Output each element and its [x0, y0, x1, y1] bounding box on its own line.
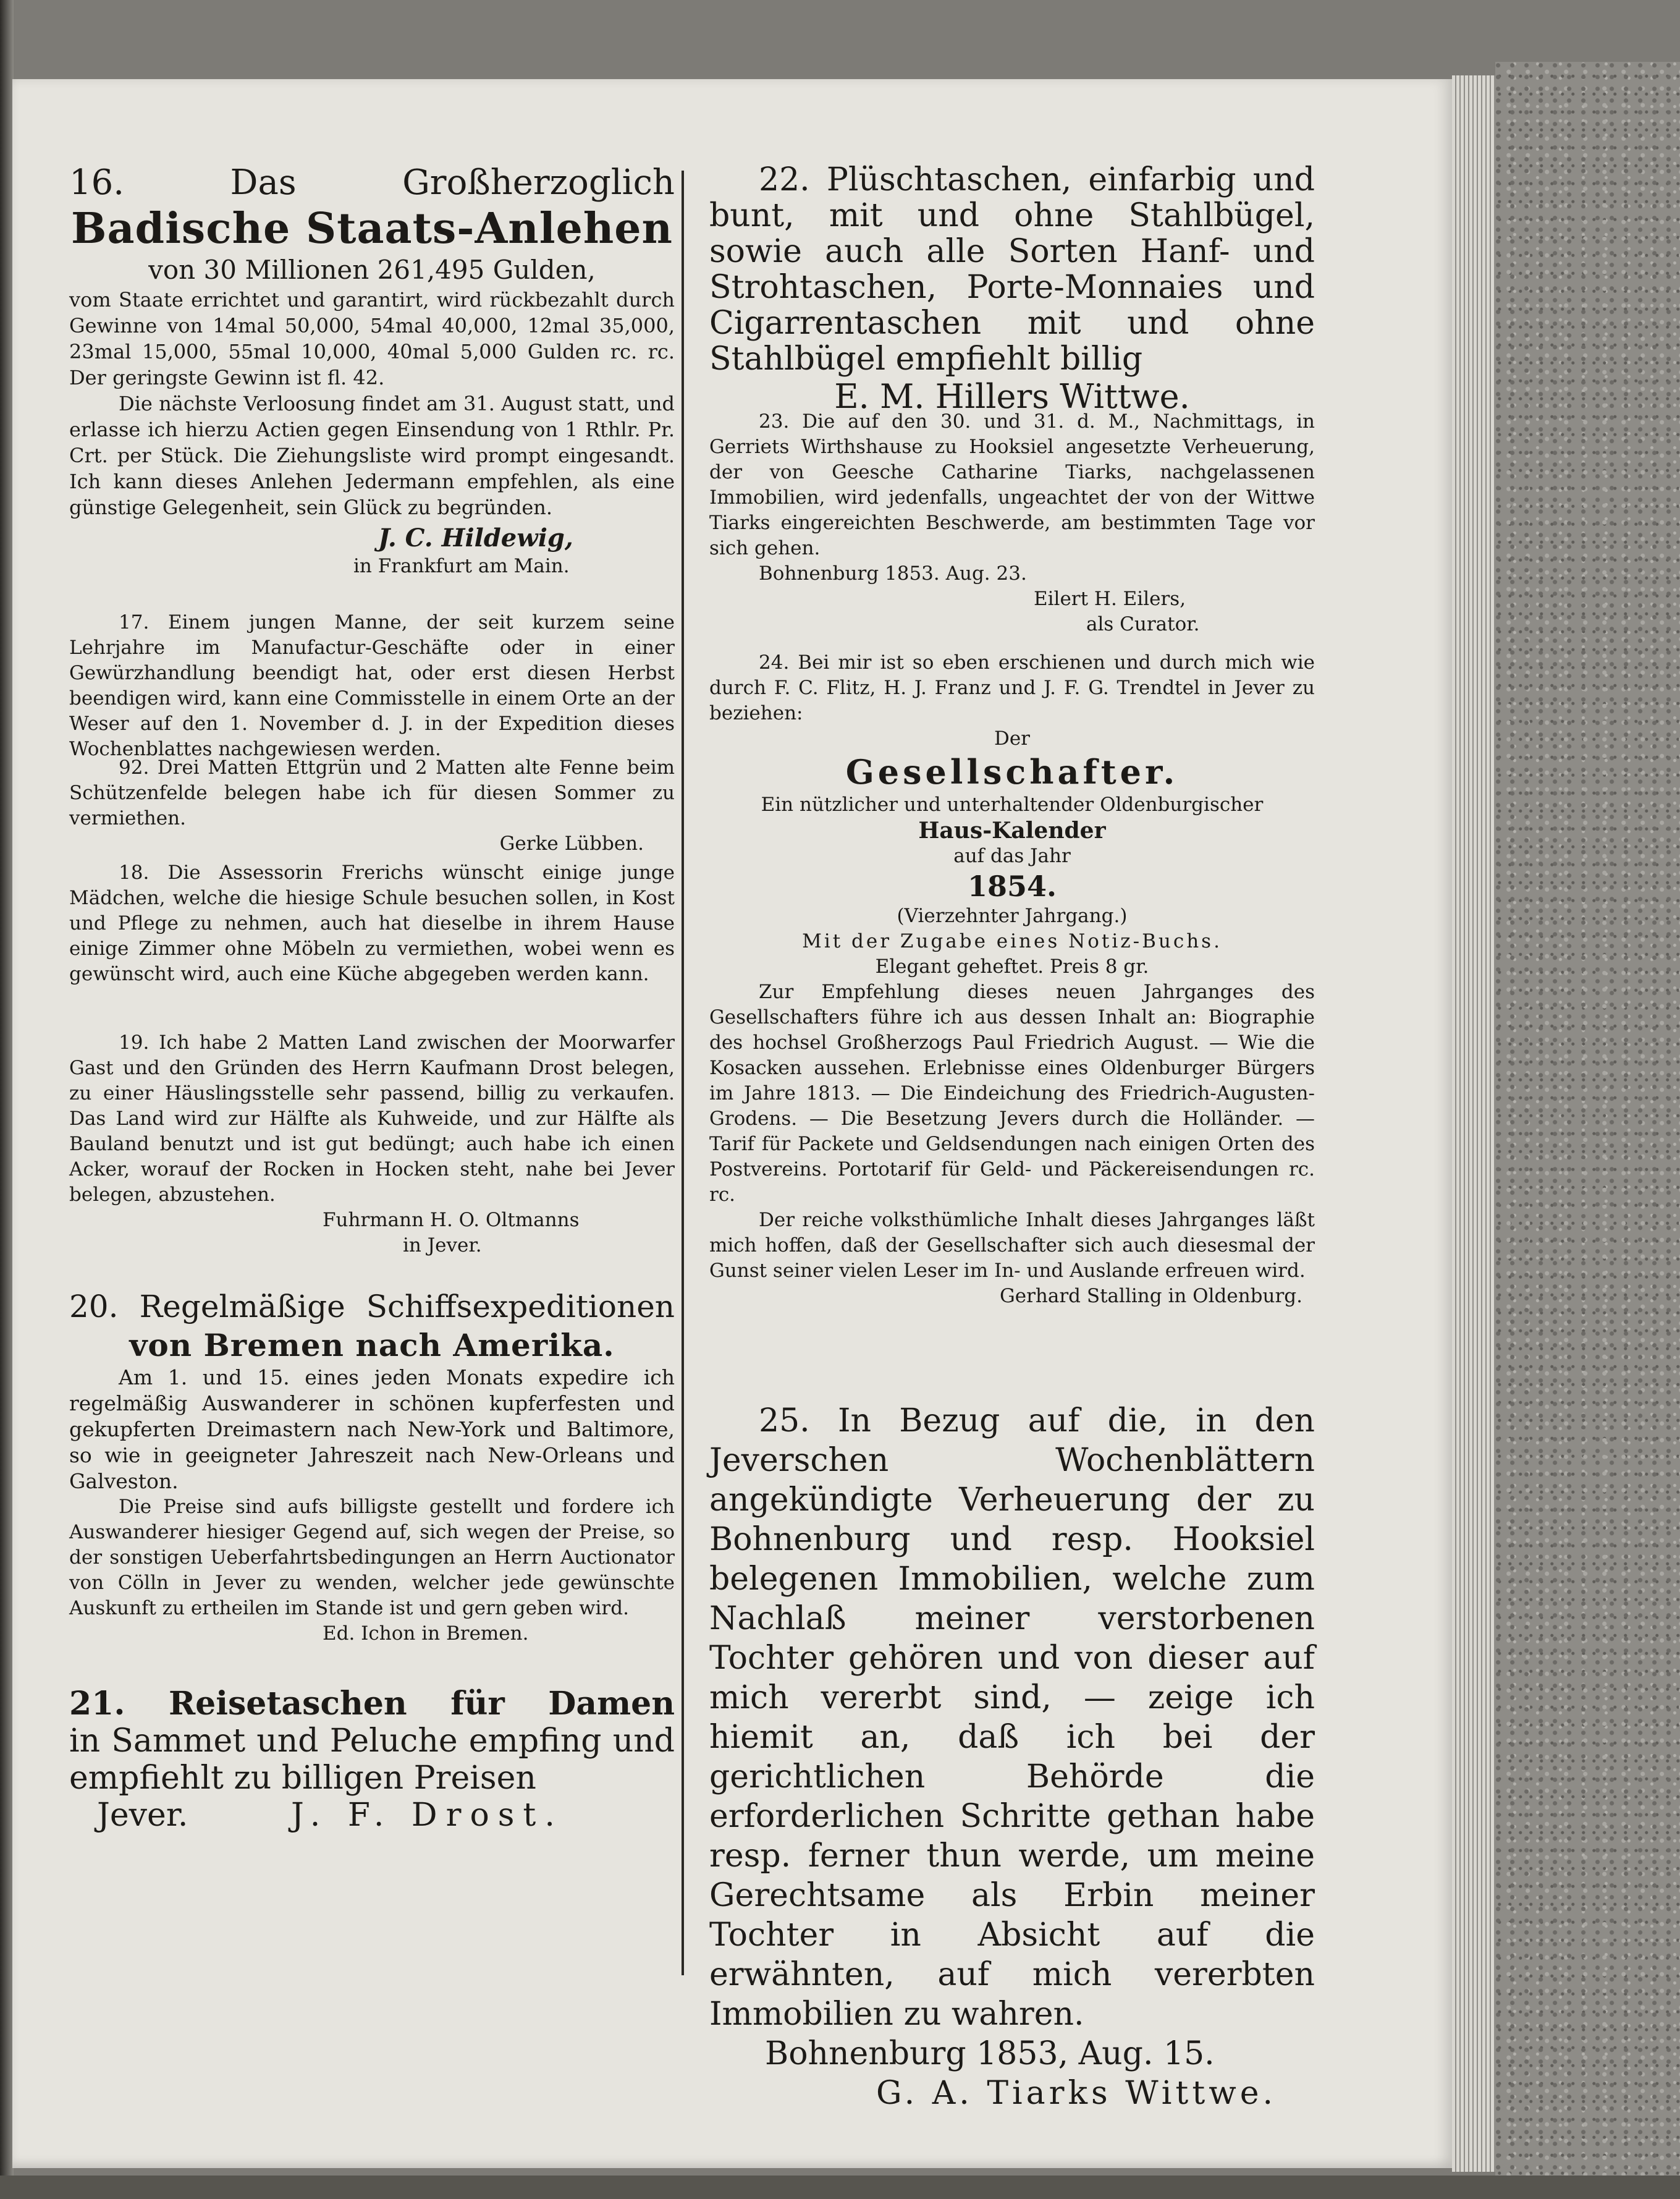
- ad-20-signature: Ed. Ichon in Bremen.: [323, 1622, 529, 1645]
- ad-24-gesellschafter: [709, 650, 1315, 1401]
- scan-left-shadow: [0, 0, 14, 2199]
- ad-20-title-1: 20. Regelmäßige Schiffsexpeditionen: [69, 1289, 675, 1324]
- ad-23-signature-2: als Curator.: [1086, 613, 1200, 635]
- ad-24-sub-3: auf das Jahr: [953, 845, 1071, 867]
- scan-bottom-shadow: [0, 2176, 1680, 2199]
- ad-22-signature: E. M. Hillers Wittwe.: [834, 377, 1190, 416]
- ad-24-sub-2: Haus-Kalender: [918, 818, 1106, 844]
- ad-25-tiarks: [709, 1401, 1315, 2113]
- ad-20-body-2: Die Preise sind aufs billigste gestellt und fordere ich Auswanderer hiesiger Gegend auf, sich wegen der Preise, so der sonstigen Ueberfahrtsbedingungen an Herrn Auctionator von Cölln in Jever zu wenden, welcher jede gewünschte Auskunft zu ertheilen im Stande ist und gern geben wird.: [69, 1496, 675, 1619]
- ad-18-assessorin: [69, 860, 675, 1030]
- ad-24-body: 24. Bei mir ist so eben erschienen und durch mich wie durch F. C. Flitz, H. J. Franz und J. F. G. Trendtel in Jever zu beziehen:: [709, 651, 1315, 724]
- ad-16-amount-line: von 30 Millionen 261,495 Gulden,: [148, 255, 596, 285]
- ad-22-pluschtaschen: [709, 161, 1315, 416]
- page-stack-edges: [1452, 75, 1495, 2172]
- ad-22-body: 22. Plüschtaschen, einfarbig und bunt, mit und ohne Stahlbügel, sowie auch alle Sorten Hanf- und Strohtaschen, Porte-Monnaies und Cigarrentaschen mit und ohne Stahlbügel empfiehlt billig: [709, 161, 1315, 378]
- ad-17-commis: [69, 610, 675, 760]
- ad-16-staats-anlehen: [69, 162, 675, 610]
- ad-16-signature: J. C. Hildewig,: [378, 523, 573, 553]
- ad-20-schiffsexpeditionen: [69, 1287, 675, 1685]
- ad-18-body: 18. Die Assessorin Frerichs wünscht einige junge Mädchen, welche die hiesige Schule besuchen sollen, in Kost und Pflege zu nehmen, auch hat dieselbe in ihrem Hause einige Zimmer ohne Möbeln zu vermiethen, wobei wenn es gewünscht wird, auch eine Küche abgegeben werden kann.: [69, 862, 675, 985]
- ad-24-body-3: Der reiche volksthümliche Inhalt dieses Jahrganges läßt mich hoffen, daß der Gesellschafter sich auch diesesmal der Gunst seiner vielen Leser im In- und Auslande erfreuen wird.: [709, 1209, 1315, 1282]
- ad-16-body-1: vom Staate errichtet und garantirt, wird rückbezahlt durch Gewinne von 14mal 50,000, 54mal 40,000, 12mal 35,000, 23mal 15,000, 55mal 10,000, 40mal 5,000 Gulden rc. rc. Der geringste Gewinn ist fl. 42.: [69, 288, 675, 389]
- ad-24-signature: Gerhard Stalling in Oldenburg.: [999, 1285, 1302, 1307]
- left-column: [69, 162, 675, 1834]
- ad-19-signature-2: in Jever.: [403, 1234, 482, 1256]
- ad-24-extra: Mit der Zugabe eines Notiz-Buchs.: [802, 930, 1222, 952]
- ad-24-title: Gesellschafter.: [845, 752, 1179, 792]
- ad-23-date: Bohnenburg 1853. Aug. 23.: [759, 562, 1027, 585]
- ad-24-year: 1854.: [967, 870, 1057, 903]
- ad-19-body: 19. Ich habe 2 Matten Land zwischen der Moorwarfer Gast und den Gründen des Herrn Kaufmann Drost belegen, zu einer Häuslingsstelle sehr passend, billig zu verkaufen. Das Land wird zur Hälfte als Kuhweide, und zur Hälfte als Bauland benutzt und ist gut bedüngt; auch habe ich einen Acker, worauf der Rocken in Hocken steht, nahe bei Jever belegen, abzustehen.: [69, 1032, 675, 1206]
- ad-20-title-2: von Bremen nach Amerika.: [129, 1327, 615, 1363]
- ad-19-signature-1: Fuhrmann H. O. Oltmanns: [323, 1209, 580, 1231]
- ad-21-place: Jever.: [97, 1797, 188, 1834]
- ad-21-signature: J. F. Drost.: [290, 1797, 564, 1834]
- ad-24-price: Elegant geheftet. Preis 8 gr.: [875, 955, 1149, 978]
- ad-25-date: Bohnenburg 1853, Aug. 15.: [765, 2035, 1215, 2072]
- ad-21-line-1: 21. Reisetaschen für Damen: [69, 1685, 675, 1722]
- ad-19-land: [69, 1030, 675, 1287]
- ad-24-body-2: Zur Empfehlung dieses neuen Jahrganges des Gesellschafters führe ich aus dessen Inhalt an: Biographie des hochsel Großherzogs Paul Friedrich August. — Wie die Kosacken aussehen. Erlebnisse eines Oldenburger Bürgers im Jahre 1813. — Die Eindeichung des Friedrich-Augusten-Grodens. — Die Besetzung Jevers durch die Holländer. — Tarif für Packete und Geldsendungen nach einigen Orten des Postvereins. Portotarif für Geld- und Päckereisendungen rc. rc.: [709, 981, 1315, 1206]
- ad-92-body: 92. Drei Matten Ettgrün und 2 Matten alte Fenne beim Schützenfelde belegen habe ich für diesen Sommer zu vermiethen.: [69, 756, 675, 829]
- ad-25-signature: G. A. Tiarks Wittwe.: [876, 2075, 1277, 2112]
- ad-24-edition: (Vierzehnter Jahrgang.): [897, 905, 1128, 927]
- ad-21-line-3: empfiehlt zu billigen Preisen: [69, 1760, 536, 1797]
- ad-20-body-1: Am 1. und 15. eines jeden Monats expedire ich regelmäßig Auswanderer in schönen kupferfesten und gekupferten Dreimastern nach New-York und Baltimore, so wie in geeigneter Jahreszeit nach New-Orleans und Galveston.: [69, 1365, 675, 1493]
- ad-16-body-2: Die nächste Verloosung findet am 31. August statt, und erlasse ich hierzu Actien gegen Einsendung von 1 Rthlr. Pr. Crt. per Stück. Die Ziehungsliste wird prompt eingesandt. Ich kann dieses Anlehen Jedermann empfehlen, als eine günstige Gelegenheit, sein Glück zu begründen.: [69, 392, 675, 519]
- right-column: [709, 162, 1315, 2113]
- ad-16-place: in Frankfurt am Main.: [353, 555, 570, 577]
- ad-92-signature: Gerke Lübben.: [499, 833, 644, 855]
- book-cover-edge: [1495, 62, 1680, 2182]
- ad-17-body: 17. Einem jungen Manne, der seit kurzem seine Lehrjahre im Manufactur-Geschäfte oder in einer Gewürzhandlung beendigt hat, oder erst diesen Herbst beendigen wird, kann eine Commisstelle in einem Orte an der Weser auf den 1. November d. J. in der Expedition dieses Wochenblattes nachgewiesen werden.: [69, 611, 675, 760]
- ad-21-line-2: in Sammet und Peluche empfing und: [69, 1722, 675, 1760]
- ad-24-sub-1: Ein nützlicher und unterhaltender Oldenburgischer: [761, 794, 1264, 816]
- ad-23-verheuerung: [709, 409, 1315, 650]
- ad-16-title: Badische Staats-Anlehen: [71, 204, 673, 253]
- ad-21-reisetaschen: [69, 1685, 675, 1834]
- ad-25-body: 25. In Bezug auf die, in den Jeverschen Wochenblättern angekündigte Verheuerung der zu Bohnenburg und resp. Hooksiel belegenen Immobilien, welche zum Nachlaß meiner verstorbenen Tochter gehören und von dieser auf mich vererbt sind, — zeige ich hiemit an, daß ich bei der gerichtlichen Behörde die erforderlichen Schritte gethan habe resp. ferner thun werde, um meine Gerechtsame als Erbin meiner Tochter in Absicht auf die erwähnten, auf mich vererbten Immobilien zu wahren.: [709, 1402, 1315, 2033]
- column-divider: [682, 171, 684, 1975]
- ad-24-der: Der: [994, 727, 1031, 750]
- ad-23-signature-1: Eilert H. Eilers,: [1034, 588, 1186, 610]
- ad-92-matten: [69, 755, 675, 860]
- ad-23-body: 23. Die auf den 30. und 31. d. M., Nachmittags, in Gerriets Wirthshause zu Hooksiel angesetzte Verheuerung, der von Geesche Catharine Tiarks, nachgelassenen Immobilien, wird jedenfalls, ungeachtet der von der Wittwe Tiarks eingereichten Beschwerde, am bestimmten Tage vor sich gehen.: [709, 410, 1315, 559]
- ad-16-head: 16. Das Großherzoglich: [69, 163, 675, 203]
